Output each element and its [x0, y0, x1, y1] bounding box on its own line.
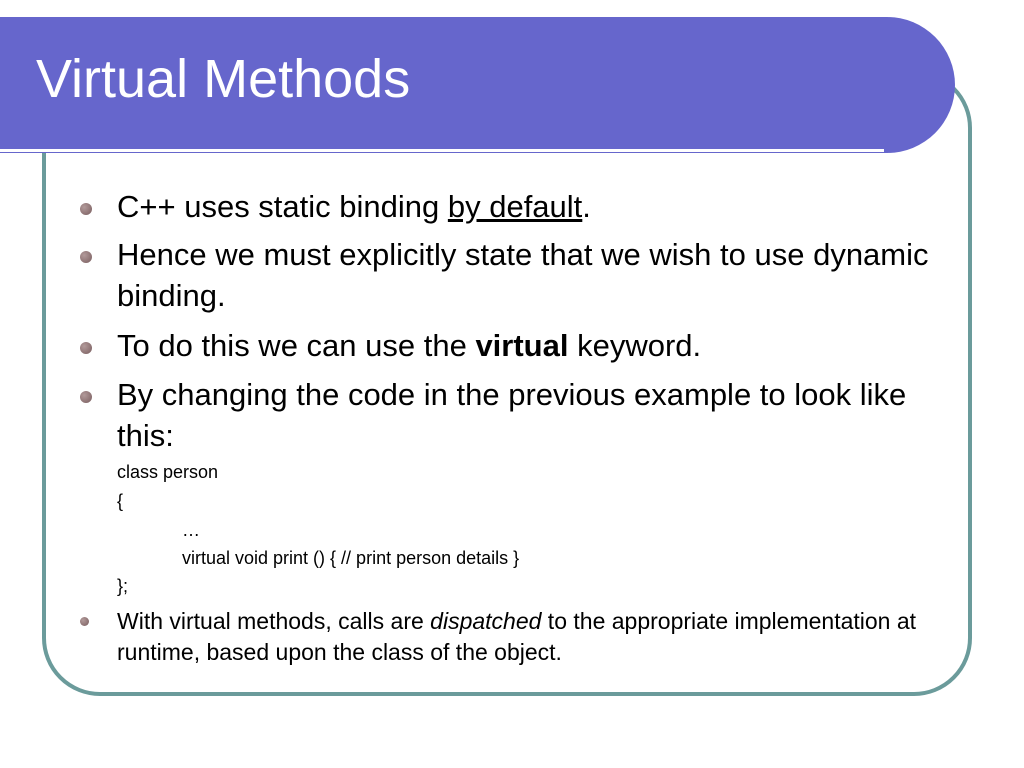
- bullet-text: Hence we must explicitly state that we wish to use dynamic binding.: [117, 237, 929, 313]
- bullet-text: By changing the code in the previous example to look like this:: [117, 377, 907, 453]
- bullet-dot: [80, 203, 92, 215]
- bullet-text-part: keyword.: [568, 328, 702, 363]
- bullet-text: [117, 186, 937, 227]
- bullet-dot: [80, 342, 92, 354]
- code-line-2: {: [117, 491, 124, 511]
- bullet-text-part: To do this we can use the: [117, 328, 476, 363]
- title-rule: [0, 149, 884, 152]
- code-line-3: …: [182, 520, 200, 540]
- slide-title: Virtual Methods: [36, 49, 411, 109]
- bullet-text: [117, 606, 937, 668]
- bullet-text-part: to the appropriate implementation at runtime, based upon the class of the object.: [117, 608, 917, 665]
- code-line-1: class person: [117, 462, 219, 482]
- bullet-text-part: .: [582, 189, 591, 224]
- code-line-4: virtual void print () { // print person details }: [182, 548, 520, 568]
- bullet-dot: [80, 617, 89, 626]
- bullet-dot: [80, 251, 92, 263]
- underlined-phrase: by default: [447, 189, 583, 224]
- bullet-dot: [80, 391, 92, 403]
- keyword-virtual: virtual: [475, 328, 569, 363]
- italic-phrase: dispatched: [430, 608, 542, 634]
- code-line-5: };: [117, 576, 129, 596]
- bullet-text: [117, 325, 937, 366]
- bullet-text-part: With virtual methods, calls are: [117, 608, 431, 634]
- bullet-text-part: C++ uses static binding: [117, 189, 448, 224]
